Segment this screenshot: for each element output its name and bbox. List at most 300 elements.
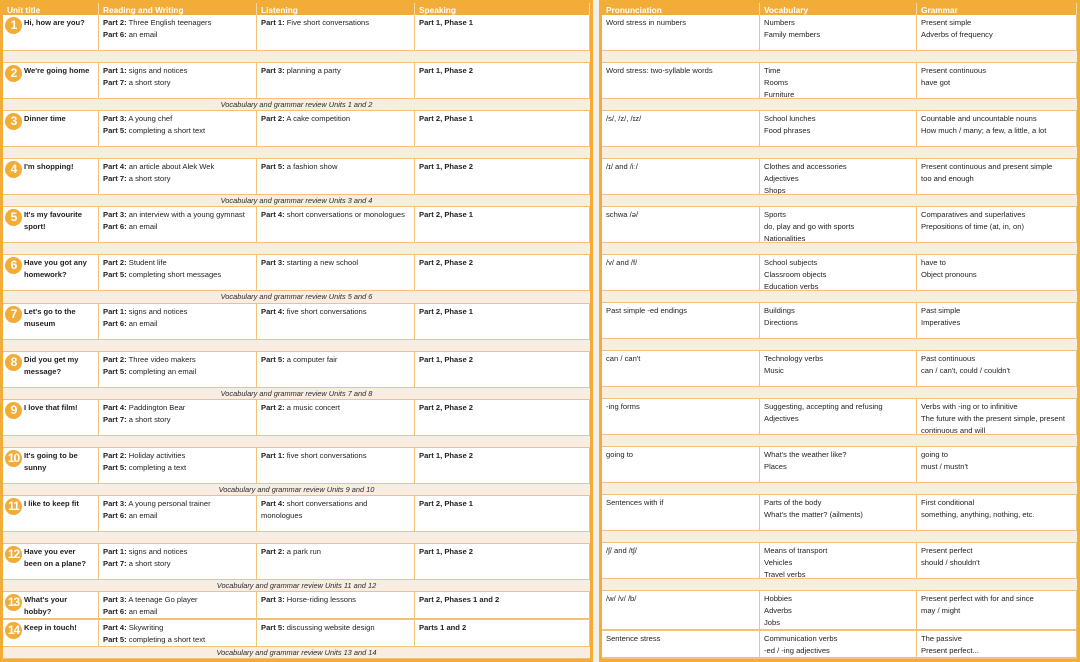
listening-item [261, 161, 410, 173]
vocabulary-cell [760, 255, 917, 291]
part-label: Part 5: [103, 635, 127, 644]
vocabulary-cell [760, 591, 917, 630]
review-banner: Vocabulary and grammar review Units 1 and 2 [3, 99, 590, 111]
speaking-text: Part 1, Phase 2 [419, 66, 474, 76]
grammar-cell [917, 255, 1077, 291]
pronunciation-cell [602, 591, 760, 630]
part-description: A cake competition [286, 114, 351, 124]
reading-item [103, 450, 252, 462]
pronunciation-text: going to [606, 450, 634, 459]
part-description: an email [128, 318, 158, 328]
unit-title-cell [3, 207, 99, 243]
speaking-text: Part 1, Phase 2 [419, 546, 474, 556]
vocabulary-cell [760, 111, 917, 147]
vocabulary-item: Furniture [764, 90, 795, 99]
vocabulary-item: Travel verbs [764, 570, 806, 579]
part-description: short conversations or monologues [286, 210, 405, 220]
part-description: completing an email [128, 366, 197, 376]
part-description: A young chef [128, 114, 173, 124]
grammar-item: Prepositions of time (at, in, on) [921, 222, 1024, 231]
spacer-row [602, 579, 1077, 591]
reading-item [103, 257, 252, 269]
reading-item [103, 221, 252, 233]
reading-item [103, 354, 252, 366]
listening-item [261, 113, 410, 125]
pronunciation-text: /s/, /z/, /ɪz/ [606, 114, 642, 123]
part-label: Part 4: [261, 210, 285, 220]
reading-writing-cell [99, 544, 257, 580]
grammar-cell [917, 63, 1077, 99]
listening-cell [257, 207, 415, 243]
part-label: Part 2: [103, 18, 127, 28]
part-description: Holiday activities [128, 450, 186, 460]
reading-writing-cell [99, 255, 257, 291]
spacer-row [602, 435, 1077, 447]
pronunciation-text: Word stress in numbers [606, 18, 687, 27]
part-label: Part 2: [261, 546, 285, 556]
vocabulary-cell [760, 207, 917, 243]
vocabulary-item: Adjectives [764, 414, 799, 423]
speaking-cell [415, 620, 590, 647]
vocabulary-item: Communication verbs [764, 634, 838, 643]
reading-item [103, 634, 252, 646]
grammar-item: Present perfect with for and since [921, 594, 1034, 603]
review-banner: Vocabulary and grammar review Units 13 and 14 [3, 647, 590, 659]
speaking-text: Part 2, Phase 1 [419, 114, 474, 124]
grammar-item: Present continuous and present simple [921, 162, 1053, 171]
part-label: Part 1: [261, 18, 285, 28]
part-label: Part 2: [103, 258, 127, 268]
unit-title: Let's go to the museum [24, 306, 76, 328]
reading-item [103, 125, 252, 137]
reading-item [103, 318, 252, 330]
grammar-item: Object pronouns [921, 270, 977, 279]
unit-title-cell [3, 448, 99, 484]
reading-item [103, 65, 252, 77]
reading-writing-cell [99, 63, 257, 99]
pronunciation-text: Word stress: two-syllable words [606, 66, 713, 75]
listening-item [261, 65, 410, 77]
vocabulary-cell [760, 631, 917, 658]
spacer-row [602, 195, 1077, 207]
part-label: Part 7: [103, 558, 127, 568]
vocabulary-item: Means of transport [764, 546, 828, 555]
vocabulary-item: Time [764, 66, 781, 75]
unit-title-cell [3, 304, 99, 340]
grammar-cell [917, 303, 1077, 339]
header-unit-title: Unit title [3, 3, 99, 15]
unit-number-badge: 4 [5, 161, 22, 178]
listening-cell [257, 448, 415, 484]
listening-cell [257, 400, 415, 436]
spacer-row [602, 387, 1077, 399]
part-label: Part 5: [103, 270, 127, 280]
unit-title-cell [3, 63, 99, 99]
grammar-cell [917, 447, 1077, 483]
vocabulary-item: Rooms [764, 78, 789, 87]
unit-number-badge: 9 [5, 402, 22, 419]
listening-item [261, 354, 410, 366]
part-description: Paddington Bear [128, 402, 186, 412]
vocabulary-item: Numbers [764, 18, 795, 27]
part-description: a short story [128, 78, 171, 88]
unit-title-cell [3, 159, 99, 195]
pronunciation-cell [602, 159, 760, 195]
unit-number-badge: 1 [5, 17, 22, 34]
part-label: Part 5: [103, 366, 127, 376]
spacer-row [3, 243, 590, 255]
grammar-cell [917, 543, 1077, 579]
part-description: planning a party [286, 66, 341, 76]
reading-writing-cell [99, 304, 257, 340]
pronunciation-cell [602, 303, 760, 339]
listening-item [261, 306, 410, 318]
listening-item [261, 546, 410, 558]
speaking-text: Part 2, Phase 1 [419, 498, 474, 508]
part-label: Part 6: [103, 30, 127, 40]
vocabulary-item: Music [764, 366, 784, 375]
reading-item [103, 558, 252, 570]
vocabulary-item: Hobbies [764, 594, 792, 603]
part-description: a fashion show [286, 162, 338, 172]
part-label: Part 5: [103, 462, 127, 472]
unit-title: I'm shopping! [24, 162, 74, 172]
reading-writing-cell [99, 111, 257, 147]
reading-item [103, 546, 252, 558]
speaking-text: Part 1, Phase 2 [419, 450, 474, 460]
part-label: Part 7: [103, 78, 127, 88]
part-description: five short conversations [286, 306, 367, 316]
part-description: a short story [128, 174, 171, 184]
part-description: an email [128, 222, 158, 232]
review-banner: Vocabulary and grammar review Units 3 and 4 [3, 195, 590, 207]
part-description: a park run [286, 546, 321, 556]
part-label: Part 5: [261, 623, 285, 632]
listening-item [261, 450, 410, 462]
unit-number-badge: 12 [5, 546, 22, 563]
spacer-row [3, 532, 590, 544]
vocabulary-item: Sports [764, 210, 786, 219]
part-description: an interview with a young gymnast [128, 210, 245, 220]
grammar-item: The passive [921, 634, 962, 643]
unit-title: Keep in touch! [24, 623, 77, 632]
vocabulary-cell [760, 159, 917, 195]
unit-title: Hi, how are you? [24, 18, 85, 28]
vocabulary-item: Buildings [764, 306, 795, 315]
unit-number-badge: 2 [5, 65, 22, 82]
grammar-item: can / can't, could / couldn't [921, 366, 1011, 375]
part-description: signs and notices [128, 306, 188, 316]
vocabulary-cell [760, 543, 917, 579]
spacer-row [602, 99, 1077, 111]
unit-title-cell [3, 15, 99, 51]
speaking-cell [415, 255, 590, 291]
reading-item [103, 29, 252, 41]
review-banner: Vocabulary and grammar review Units 7 and 8 [3, 388, 590, 400]
speaking-text: Part 1, Phase 2 [419, 162, 474, 172]
vocabulary-cell [760, 63, 917, 99]
vocabulary-item: What's the matter? (ailments) [764, 510, 863, 519]
grammar-item: Present perfect [921, 546, 973, 555]
vocabulary-item: School subjects [764, 258, 818, 267]
vocabulary-item: Education verbs [764, 282, 819, 291]
part-description: Three video makers [128, 354, 196, 364]
header-reading-writing: Reading and Writing [99, 3, 257, 15]
spacer-row [602, 147, 1077, 159]
speaking-cell [415, 111, 590, 147]
grammar-item: Past simple [921, 306, 961, 315]
spacer-row [602, 339, 1077, 351]
part-description: A young personal trainer [128, 498, 211, 508]
unit-number-badge: 7 [5, 306, 22, 323]
part-label: Part 7: [103, 174, 127, 184]
grammar-cell [917, 495, 1077, 531]
part-description: a music concert [286, 402, 340, 412]
part-label: Part 6: [103, 222, 127, 232]
grammar-item: something, anything, nothing, etc. [921, 510, 1035, 519]
header-listening: Listening [257, 3, 415, 15]
part-description: completing a short text [128, 126, 206, 136]
reading-item [103, 17, 252, 29]
part-description: A teenage Go player [128, 595, 198, 604]
vocabulary-item: Vehicles [764, 558, 793, 567]
part-description: completing a text [128, 462, 187, 472]
vocabulary-item: Classroom objects [764, 270, 827, 279]
part-label: Part 1: [103, 546, 127, 556]
listening-item [261, 498, 410, 522]
pronunciation-cell [602, 631, 760, 658]
vocabulary-cell [760, 351, 917, 387]
grammar-item: Present continuous [921, 66, 987, 75]
speaking-cell [415, 304, 590, 340]
reading-item [103, 269, 252, 281]
grammar-cell [917, 207, 1077, 243]
part-description: Horse-riding lessons [286, 595, 356, 604]
pronunciation-text: -ing forms [606, 402, 640, 411]
speaking-cell [415, 448, 590, 484]
grammar-cell [917, 399, 1077, 435]
reading-item [103, 606, 252, 618]
unit-number-badge: 11 [5, 498, 22, 515]
grammar-cell [917, 351, 1077, 387]
pronunciation-text: Sentences with if [606, 498, 664, 507]
reading-writing-cell [99, 352, 257, 388]
vocabulary-cell [760, 15, 917, 51]
listening-cell [257, 255, 415, 291]
speaking-cell [415, 63, 590, 99]
reading-item [103, 209, 252, 221]
part-label: Part 1: [261, 450, 285, 460]
pronunciation-text: /ʃ/ and /tʃ/ [606, 546, 637, 555]
reading-item [103, 113, 252, 125]
review-banner: Vocabulary and grammar review Units 11 and 12 [3, 580, 590, 592]
part-description: an email [128, 510, 158, 520]
reading-writing-cell [99, 159, 257, 195]
listening-item [261, 622, 410, 634]
grammar-item: have got [921, 78, 951, 87]
reading-writing-cell [99, 620, 257, 647]
part-description: starting a new school [286, 258, 359, 268]
spacer-row [3, 340, 590, 352]
unit-number-badge: 14 [5, 622, 22, 639]
pronunciation-text: /w/ /v/ /b/ [606, 594, 637, 603]
grammar-item: Present simple [921, 18, 972, 27]
reading-item [103, 402, 252, 414]
part-description: discussing website design [286, 623, 375, 632]
part-label: Part 6: [103, 318, 127, 328]
reading-item [103, 414, 252, 426]
pronunciation-cell [602, 15, 760, 51]
part-label: Part 3: [103, 595, 127, 604]
vocabulary-item: -ed / -ing adjectives [764, 646, 830, 655]
listening-item [261, 257, 410, 269]
grammar-item: may / might [921, 606, 961, 615]
unit-number-badge: 6 [5, 257, 22, 274]
part-label: Part 2: [103, 354, 127, 364]
part-label: Part 4: [103, 402, 127, 412]
part-label: Part 3: [103, 498, 127, 508]
grammar-cell [917, 111, 1077, 147]
reading-item [103, 173, 252, 185]
part-label: Part 5: [261, 162, 285, 172]
part-description: an email [128, 30, 158, 40]
spacer-row [3, 436, 590, 448]
pronunciation-cell [602, 495, 760, 531]
vocabulary-item: Family members [764, 30, 821, 39]
spacer-row [602, 51, 1077, 63]
grammar-cell [917, 159, 1077, 195]
part-label: Part 2: [261, 402, 285, 412]
vocabulary-item: Adjectives [764, 174, 799, 183]
part-label: Part 2: [103, 450, 127, 460]
pronunciation-cell [602, 543, 760, 579]
listening-item [261, 209, 410, 221]
grammar-item: Countable and uncountable nouns [921, 114, 1037, 123]
unit-number-badge: 5 [5, 209, 22, 226]
unit-title-cell [3, 111, 99, 147]
listening-cell [257, 111, 415, 147]
vocabulary-item: Adverbs [764, 606, 792, 615]
pronunciation-text: schwa /ə/ [606, 210, 639, 219]
pronunciation-text: Sentence stress [606, 634, 661, 643]
speaking-cell [415, 544, 590, 580]
part-label: Part 3: [103, 210, 127, 220]
spacer-row [3, 147, 590, 159]
part-description: short conversations and monologues [261, 498, 368, 520]
unit-number-badge: 10 [5, 450, 22, 467]
speaking-text: Part 2, Phase 2 [419, 258, 474, 268]
listening-cell [257, 620, 415, 647]
spacer-row [602, 658, 1077, 659]
unit-title: It's my favourite sport! [24, 210, 82, 232]
speaking-text: Part 2, Phases 1 and 2 [419, 595, 500, 604]
part-label: Part 6: [103, 607, 127, 616]
reading-writing-cell [99, 448, 257, 484]
pronunciation-text: /ɪ/ and /iː/ [606, 162, 638, 171]
listening-cell [257, 352, 415, 388]
part-label: Part 3: [261, 595, 285, 604]
pronunciation-cell [602, 351, 760, 387]
part-label: Part 5: [103, 126, 127, 136]
part-description: a computer fair [286, 354, 338, 364]
pronunciation-text: Past simple -ed endings [606, 306, 688, 315]
grammar-item: should / shouldn't [921, 558, 980, 567]
review-banner: Vocabulary and grammar review Units 5 and 6 [3, 291, 590, 303]
speaking-text: Parts 1 and 2 [419, 623, 467, 632]
part-description: five short conversations [286, 450, 367, 460]
part-label: Part 4: [103, 162, 127, 172]
grammar-item: Present perfect... [921, 646, 979, 655]
vocabulary-item: Parts of the body [764, 498, 822, 507]
unit-number-badge: 8 [5, 354, 22, 371]
reading-writing-cell [99, 496, 257, 532]
reading-item [103, 77, 252, 89]
part-label: Part 2: [261, 114, 285, 124]
part-description: completing short messages [128, 270, 222, 280]
pronunciation-cell [602, 111, 760, 147]
unit-title-cell [3, 544, 99, 580]
part-description: a short story [128, 558, 171, 568]
reading-item [103, 622, 252, 634]
pronunciation-cell [602, 399, 760, 435]
grammar-item: Past continuous [921, 354, 976, 363]
speaking-text: Part 2, Phase 1 [419, 210, 474, 220]
vocabulary-item: do, play and go with sports [764, 222, 855, 231]
unit-title-cell [3, 255, 99, 291]
part-label: Part 7: [103, 414, 127, 424]
pronunciation-cell [602, 255, 760, 291]
vocabulary-cell [760, 447, 917, 483]
review-banner: Vocabulary and grammar review Units 9 and 10 [3, 484, 590, 496]
part-label: Part 1: [103, 66, 127, 76]
header-speaking: Speaking [415, 3, 590, 15]
vocabulary-item: What's the weather like? [764, 450, 847, 459]
unit-title: Dinner time [24, 114, 66, 124]
speaking-text: Part 2, Phase 1 [419, 306, 474, 316]
reading-item [103, 498, 252, 510]
part-description: a short story [128, 414, 171, 424]
vocabulary-item: Nationalities [764, 234, 806, 243]
spacer-row [602, 243, 1077, 255]
syllabus-right-page [599, 0, 1080, 662]
speaking-cell [415, 592, 590, 619]
vocabulary-item: Food phrases [764, 126, 811, 135]
part-label: Part 1: [103, 306, 127, 316]
part-description: Skywriting [128, 623, 164, 632]
unit-title: I love that film! [24, 402, 78, 412]
unit-title: We're going home [24, 66, 90, 76]
grammar-item: Comparatives and superlatives [921, 210, 1026, 219]
grammar-cell [917, 591, 1077, 630]
pronunciation-cell [602, 207, 760, 243]
speaking-cell [415, 15, 590, 51]
grammar-item: going to [921, 450, 949, 459]
unit-title-cell [3, 400, 99, 436]
vocabulary-item: Shops [764, 186, 786, 195]
speaking-text: Part 2, Phase 2 [419, 402, 474, 412]
reading-writing-cell [99, 15, 257, 51]
header-pronunciation: Pronunciation [602, 3, 760, 15]
listening-cell [257, 544, 415, 580]
vocabulary-cell [760, 399, 917, 435]
grammar-cell [917, 15, 1077, 51]
reading-item [103, 366, 252, 378]
unit-title-cell [3, 592, 99, 619]
reading-writing-cell [99, 592, 257, 619]
unit-title-cell [3, 496, 99, 532]
grammar-item: Verbs with -ing or to infinitive [921, 402, 1018, 411]
part-description: an article about Alek Wek [128, 162, 215, 172]
